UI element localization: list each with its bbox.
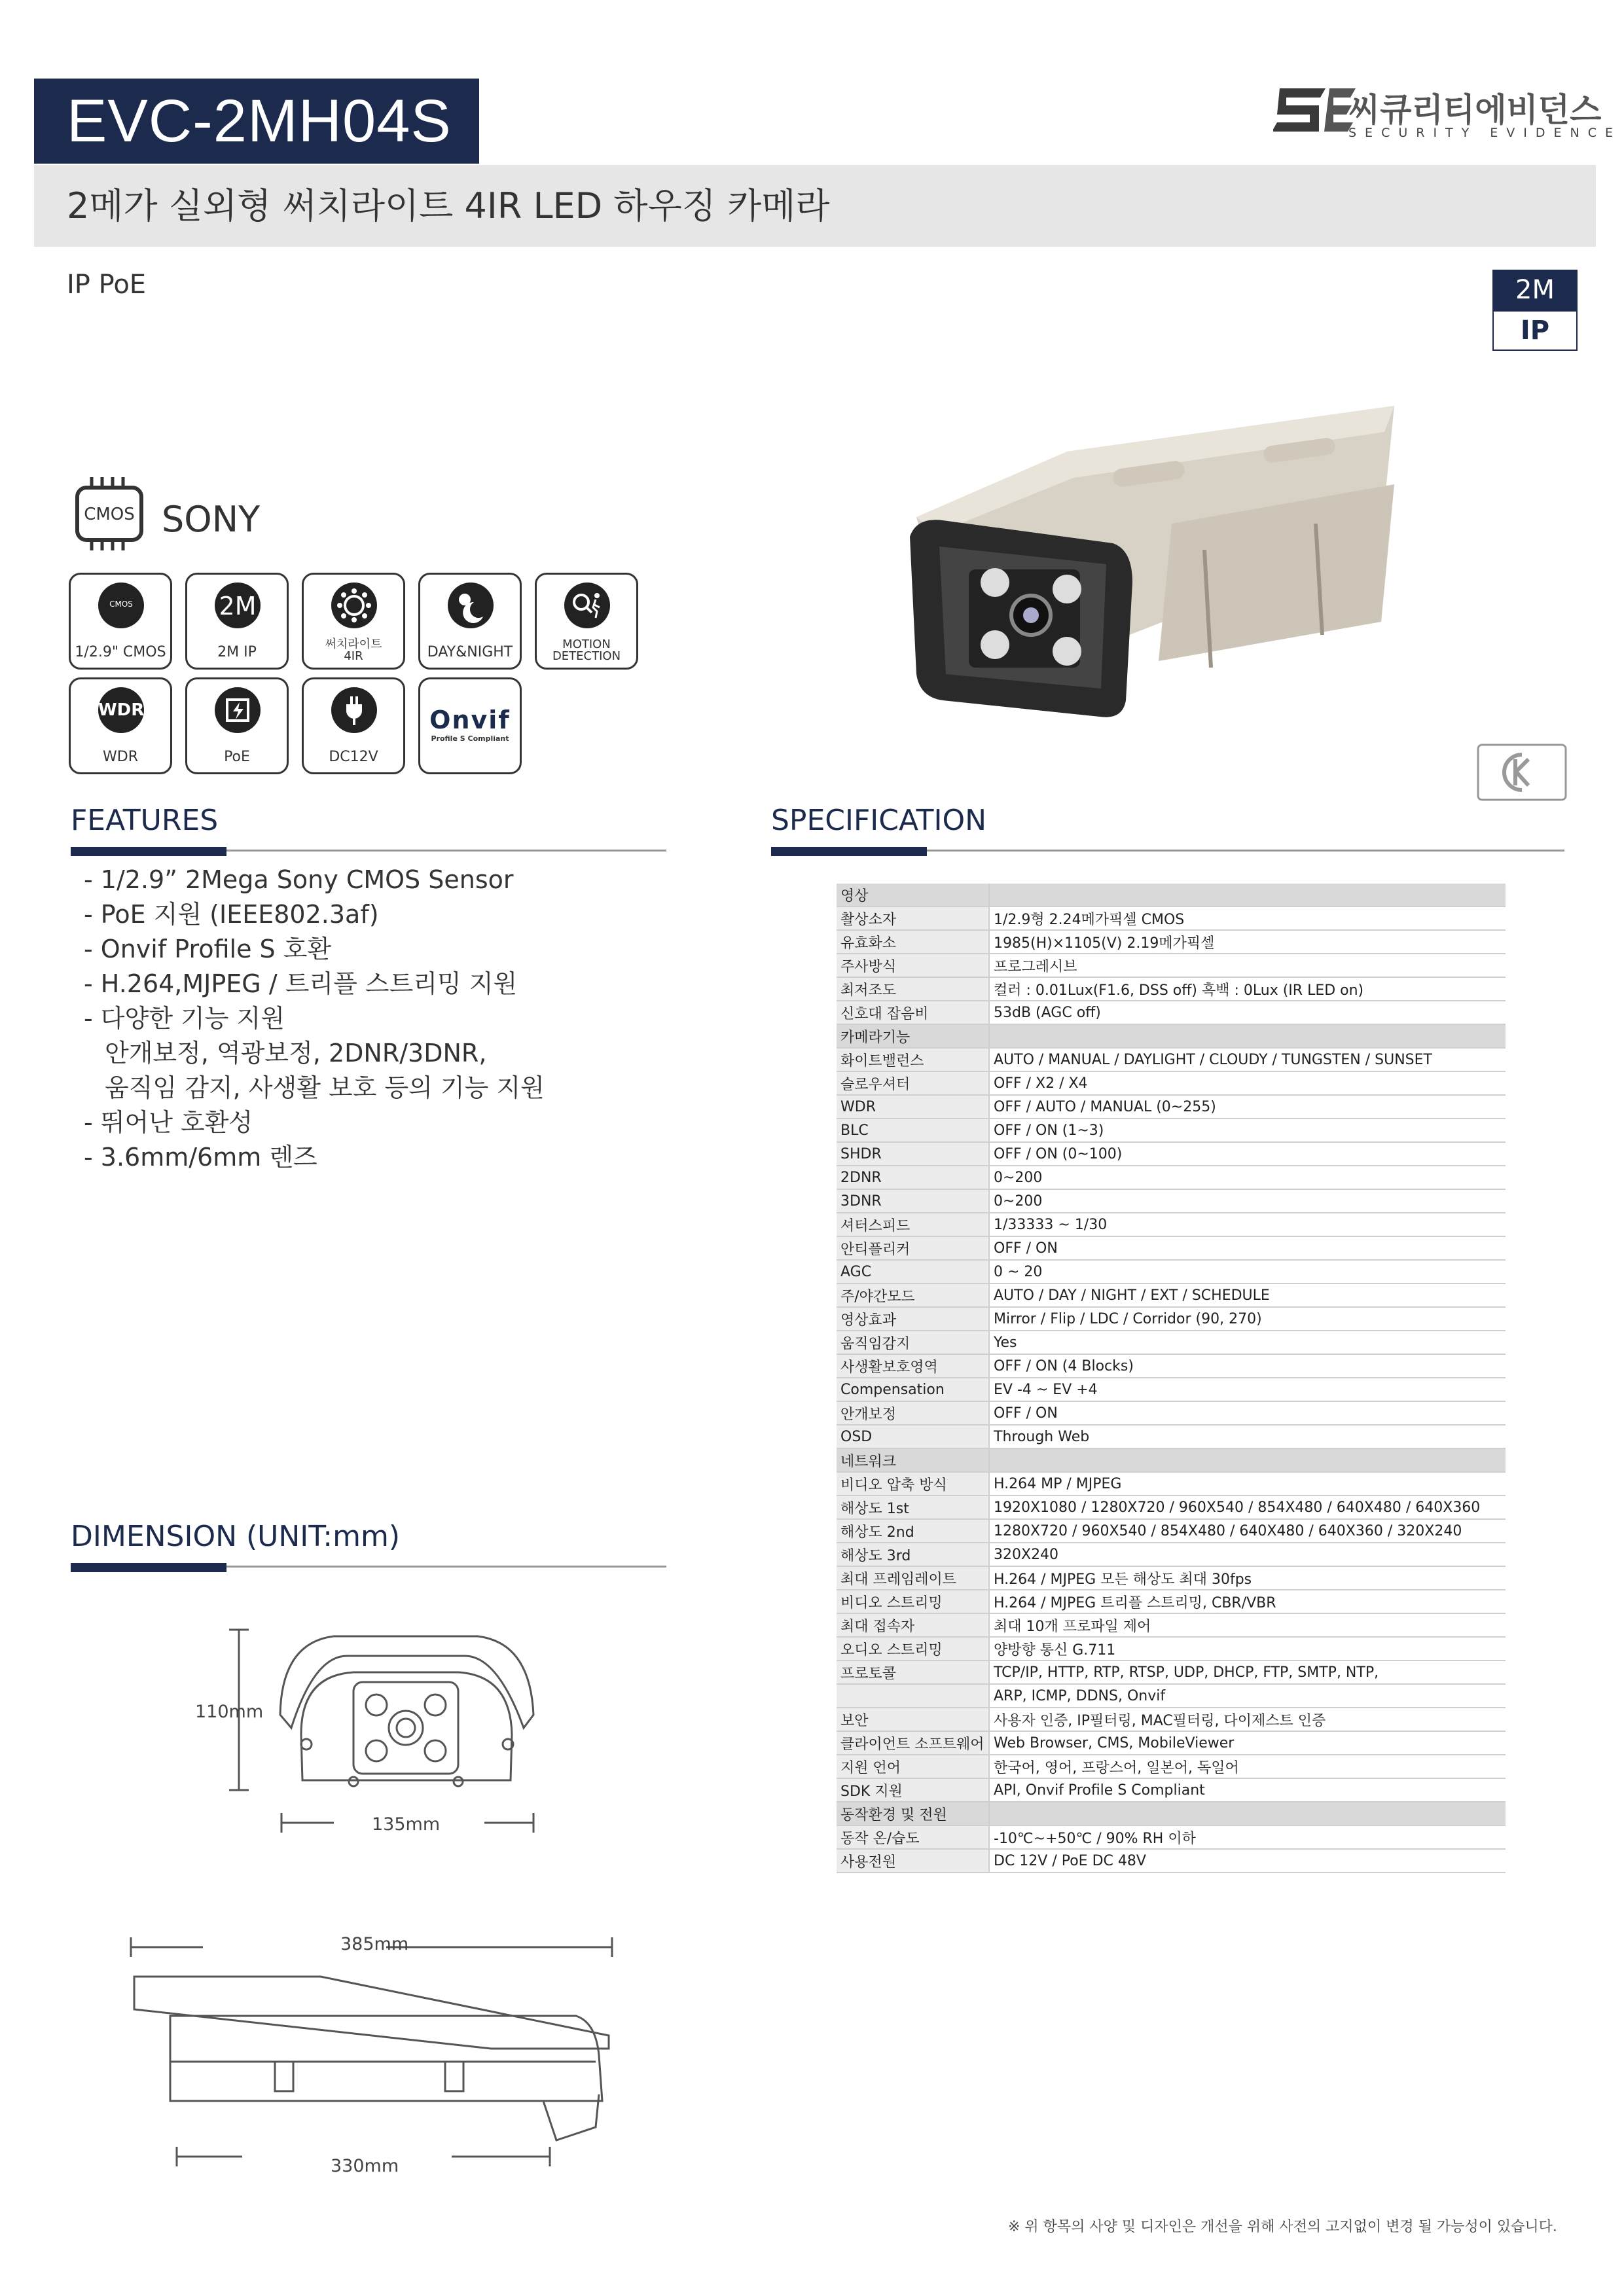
tile-label: 2M IP <box>217 644 257 660</box>
wdr-icon: WDR <box>98 687 144 733</box>
ir-led-icon <box>331 583 377 628</box>
spec-key: 비디오 압축 방식 <box>837 1472 989 1496</box>
tile-label: MOTION DETECTION <box>552 637 621 663</box>
spec-key: 촬상소자 <box>837 906 989 930</box>
spec-row <box>837 1307 1506 1331</box>
motion-detection-tile <box>535 573 638 670</box>
spec-value: 0~200 <box>989 1166 1506 1189</box>
spec-value: OFF / ON <box>989 1401 1506 1425</box>
front-height-label: 110mm <box>195 1702 264 1722</box>
feature-item: - Onvif Profile S 호환 <box>84 935 332 963</box>
spec-key: 3DNR <box>837 1189 989 1213</box>
spec-value: 0 ~ 20 <box>989 1260 1506 1283</box>
spec-value <box>989 884 1506 906</box>
sensor-brand: SONY <box>162 499 261 540</box>
cmos-chip-icon <box>73 475 145 553</box>
spec-key: 동작환경 및 전원 <box>837 1802 989 1825</box>
spec-key: 최대 프레임레이트 <box>837 1566 989 1590</box>
spec-value: 1985(H)×1105(V) 2.19메가픽셀 <box>989 930 1506 954</box>
spec-key: AGC <box>837 1260 989 1283</box>
spec-value: OFF / AUTO / MANUAL (0~255) <box>989 1095 1506 1119</box>
spec-row <box>837 906 1506 930</box>
feature-item: 움직임 감지, 사생활 보호 등의 기능 지원 <box>105 1073 545 1102</box>
spec-key: WDR <box>837 1095 989 1119</box>
spec-group-row <box>837 1802 1506 1825</box>
spec-row <box>837 1684 1506 1708</box>
ip-badge: IP <box>1492 310 1578 351</box>
day-night-tile <box>418 573 522 670</box>
feature-item: - H.264,MJPEG / 트리플 스트리밍 지원 <box>84 969 518 998</box>
specification-heading: SPECIFICATION <box>771 804 987 837</box>
spec-key: Compensation <box>837 1378 989 1401</box>
spec-row <box>837 954 1506 977</box>
category-label: IP PoE <box>67 270 147 300</box>
spec-value: Web Browser, CMS, MobileViewer <box>989 1731 1506 1755</box>
spec-key <box>837 1684 989 1708</box>
spec-row <box>837 1189 1506 1213</box>
poe-icon <box>215 687 261 733</box>
spec-row <box>837 1472 1506 1496</box>
feature-item: - 다양한 기능 지원 <box>84 1004 285 1033</box>
spec-row <box>837 1213 1506 1236</box>
spec-key: 유효화소 <box>837 930 989 954</box>
spec-key: 네트워크 <box>837 1448 989 1472</box>
spec-row <box>837 1331 1506 1354</box>
poe-tile <box>185 677 289 774</box>
spec-key: 2DNR <box>837 1166 989 1189</box>
spec-row <box>837 1543 1506 1566</box>
spec-value: DC 12V / PoE DC 48V <box>989 1849 1506 1873</box>
cmos-chip-label: CMOS <box>84 505 135 524</box>
feature-item: - 뛰어난 호환성 <box>84 1108 253 1137</box>
spec-key: 해상도 1st <box>837 1496 989 1519</box>
spec-value: 1/2.9형 2.24메가픽셀 CMOS <box>989 906 1506 930</box>
spec-row <box>837 1071 1506 1095</box>
spec-value: 프로그레시브 <box>989 954 1506 977</box>
spec-key: 클라이언트 소프트웨어 <box>837 1731 989 1755</box>
spec-value: OFF / ON <box>989 1236 1506 1260</box>
front-width-label: 135mm <box>372 1814 441 1835</box>
power-plug-icon <box>331 687 377 733</box>
spec-value: H.264 MP / MJPEG <box>989 1472 1506 1496</box>
resolution-tile <box>185 573 289 670</box>
spec-value <box>989 1802 1506 1825</box>
spec-value: OFF / ON (1~3) <box>989 1119 1506 1142</box>
cmos-icon: CMOS <box>98 583 144 628</box>
spec-key: 동작 온/습도 <box>837 1825 989 1849</box>
feature-item: - 1/2.9” 2Mega Sony CMOS Sensor <box>84 865 514 894</box>
spec-key: OSD <box>837 1425 989 1448</box>
spec-value: 양방향 통신 G.711 <box>989 1637 1506 1660</box>
tile-label: WDR <box>103 749 138 765</box>
spec-value: AUTO / MANUAL / DAYLIGHT / CLOUDY / TUNGSTEN / SUNSET <box>989 1048 1506 1071</box>
spec-key: 사생활보호영역 <box>837 1354 989 1378</box>
spec-key: 지원 언어 <box>837 1755 989 1778</box>
spec-key: SHDR <box>837 1142 989 1166</box>
spec-key: 프로토콜 <box>837 1660 989 1684</box>
tile-label: PoE <box>224 749 250 765</box>
spec-row <box>837 1755 1506 1778</box>
spec-value: TCP/IP, HTTP, RTP, RTSP, UDP, DHCP, FTP, SMTP, NTP, <box>989 1660 1506 1684</box>
spec-value: OFF / ON (4 Blocks) <box>989 1354 1506 1378</box>
specification-table <box>837 884 1506 1873</box>
spec-group-row <box>837 1448 1506 1472</box>
camera-product-image <box>897 393 1407 733</box>
spec-key: 안티플리커 <box>837 1236 989 1260</box>
spec-key: 신호대 잡음비 <box>837 1001 989 1024</box>
tile-label: DAY&NIGHT <box>427 644 513 660</box>
spec-row <box>837 1142 1506 1166</box>
spec-row <box>837 930 1506 954</box>
spec-row <box>837 1637 1506 1660</box>
resolution-badge: 2M <box>1492 270 1578 310</box>
spec-value: Through Web <box>989 1425 1506 1448</box>
spec-key: 영상 <box>837 884 989 906</box>
spec-row <box>837 1519 1506 1543</box>
brand-korean-name: 씨큐리티에비던스 <box>1348 91 1602 129</box>
spec-key: 영상효과 <box>837 1307 989 1331</box>
spec-row <box>837 1566 1506 1590</box>
spec-row <box>837 1401 1506 1425</box>
spec-row <box>837 1095 1506 1119</box>
spec-row <box>837 1849 1506 1873</box>
spec-value: 사용자 인증, IP필터링, MAC필터링, 다이제스트 인증 <box>989 1708 1506 1731</box>
spec-row <box>837 977 1506 1001</box>
spec-value: OFF / X2 / X4 <box>989 1071 1506 1095</box>
spec-value: H.264 / MJPEG 트리플 스트리밍, CBR/VBR <box>989 1590 1506 1613</box>
spec-value: 1920X1080 / 1280X720 / 960X540 / 854X480 / 640X480 / 640X360 <box>989 1496 1506 1519</box>
spec-key: 해상도 3rd <box>837 1543 989 1566</box>
spec-value <box>989 1024 1506 1048</box>
spec-row <box>837 1590 1506 1613</box>
spec-value: 320X240 <box>989 1543 1506 1566</box>
spec-key: 셔터스피드 <box>837 1213 989 1236</box>
dc12v-tile <box>302 677 405 774</box>
specification-accent-bar <box>771 847 927 856</box>
spec-key: 해상도 2nd <box>837 1519 989 1543</box>
wdr-tile <box>69 677 172 774</box>
spec-value: 한국어, 영어, 프랑스어, 일본어, 독일어 <box>989 1755 1506 1778</box>
tile-label: 써치라이트 4IR <box>325 637 382 663</box>
spec-row <box>837 1708 1506 1731</box>
features-heading: FEATURES <box>71 804 219 837</box>
spec-value: 1280X720 / 960X540 / 854X480 / 640X480 / 640X360 / 320X240 <box>989 1519 1506 1543</box>
spec-value: 최대 10개 프로파일 제어 <box>989 1613 1506 1637</box>
spec-value: 53dB (AGC off) <box>989 1001 1506 1024</box>
dimension-heading: DIMENSION (UNIT:mm) <box>71 1520 400 1553</box>
spec-row <box>837 1283 1506 1307</box>
2m-icon: 2M <box>215 583 261 628</box>
tile-label: DC12V <box>329 749 378 765</box>
kc-certification-icon <box>1476 743 1568 802</box>
spec-key: 보안 <box>837 1708 989 1731</box>
spec-key: 안개보정 <box>837 1401 989 1425</box>
spec-value: Mirror / Flip / LDC / Corridor (90, 270) <box>989 1307 1506 1331</box>
spec-row <box>837 1354 1506 1378</box>
motion-detection-icon <box>564 583 610 628</box>
spec-key: BLC <box>837 1119 989 1142</box>
spec-key: 움직임감지 <box>837 1331 989 1354</box>
features-accent-bar <box>71 847 226 856</box>
spec-value: 컬러 : 0.01Lux(F1.6, DSS off) 흑백 : 0Lux (IR LED on) <box>989 977 1506 1001</box>
spec-value: 1/33333 ~ 1/30 <box>989 1213 1506 1236</box>
spec-value: H.264 / MJPEG 모든 해상도 최대 30fps <box>989 1566 1506 1590</box>
spec-key: 최저조도 <box>837 977 989 1001</box>
spec-row <box>837 1825 1506 1849</box>
spec-key: 슬로우셔터 <box>837 1071 989 1095</box>
spec-row <box>837 1001 1506 1024</box>
product-subtitle: 2메가 실외형 써치라이트 4IR LED 하우징 카메라 <box>34 165 1596 247</box>
spec-row <box>837 1048 1506 1071</box>
spec-key: 오디오 스트리밍 <box>837 1637 989 1660</box>
day-night-icon <box>448 583 494 628</box>
spec-row <box>837 1731 1506 1755</box>
tile-label: 1/2.9" CMOS <box>75 644 166 660</box>
spec-key: 주사방식 <box>837 954 989 977</box>
spec-value: AUTO / DAY / NIGHT / EXT / SCHEDULE <box>989 1283 1506 1307</box>
spec-row <box>837 1496 1506 1519</box>
spec-key: 최대 접속자 <box>837 1613 989 1637</box>
spec-value: EV -4 ~ EV +4 <box>989 1378 1506 1401</box>
spec-row <box>837 1236 1506 1260</box>
spec-row <box>837 1778 1506 1802</box>
features-list <box>84 863 545 1175</box>
searchlight-ir-tile <box>302 573 405 670</box>
spec-row <box>837 1119 1506 1142</box>
spec-value: Yes <box>989 1331 1506 1354</box>
spec-row <box>837 1260 1506 1283</box>
spec-key: 비디오 스트리밍 <box>837 1590 989 1613</box>
spec-value: 0~200 <box>989 1189 1506 1213</box>
spec-value: API, Onvif Profile S Compliant <box>989 1778 1506 1802</box>
brand-english-name: SECURITY EVIDENCE <box>1348 126 1622 140</box>
feature-item: - 3.6mm/6mm 렌즈 <box>84 1143 317 1172</box>
spec-row <box>837 1378 1506 1401</box>
spec-row <box>837 1166 1506 1189</box>
spec-group-row <box>837 1024 1506 1048</box>
feature-item: - PoE 지원 (IEEE802.3af) <box>84 900 379 929</box>
dimension-accent-bar <box>71 1563 226 1572</box>
spec-group-row <box>837 884 1506 906</box>
spec-row <box>837 1425 1506 1448</box>
spec-key: 카메라기능 <box>837 1024 989 1048</box>
spec-key: SDK 지원 <box>837 1778 989 1802</box>
spec-value: OFF / ON (0~100) <box>989 1142 1506 1166</box>
spec-value <box>989 1448 1506 1472</box>
onvif-logo: Onvif Profile S Compliant <box>429 706 511 743</box>
spec-key: 주/야간모드 <box>837 1283 989 1307</box>
spec-key: 사용전원 <box>837 1849 989 1873</box>
cmos-size-tile <box>69 573 172 670</box>
onvif-tile <box>418 677 522 774</box>
model-title: EVC-2MH04S <box>34 79 479 164</box>
spec-key: 화이트밸런스 <box>837 1048 989 1071</box>
feature-item: 안개보정, 역광보정, 2DNR/3DNR, <box>105 1039 487 1067</box>
side-total-length-label: 385mm <box>340 1934 409 1954</box>
spec-row <box>837 1660 1506 1684</box>
side-base-length-label: 330mm <box>331 2156 399 2176</box>
spec-value: ARP, ICMP, DDNS, Onvif <box>989 1684 1506 1708</box>
footnote: ※ 위 항목의 사양 및 디자인은 개선을 위해 사전의 고지없이 변경 될 가능성이 있습니다. <box>1008 2219 1557 2235</box>
spec-row <box>837 1613 1506 1637</box>
spec-value: -10℃~+50℃ / 90% RH 이하 <box>989 1825 1506 1849</box>
